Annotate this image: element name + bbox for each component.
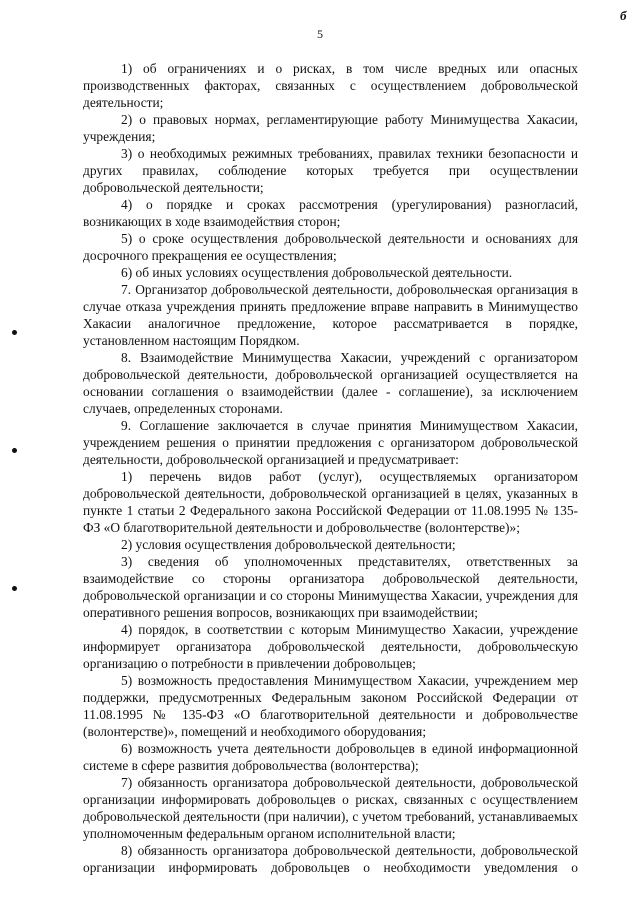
paragraph: 4) порядок, в соответствии с которым Минимущество Хакасии, учреждение информирует организатора добровольческой деятельности, добровольческую организацию о потребности в привлечении добровольцев; [83,622,578,671]
margin-dot [12,330,17,335]
paragraph: 7) обязанность организатора добровольческой деятельности, добровольческой организации информировать добровольцев о рисках, связанных с осуществлением добровольческой деятельности (при наличии), с учетом требований, устанавливаемых уполномоченным федеральным органом исполнительной власти; [83,775,578,841]
paragraph: 9. Соглашение заключается в случае принятия Минимуществом Хакасии, учреждением решения о принятии предложения с организатором добровольческой деятельности, добровольческой организацией и предусматривает: [83,418,578,467]
paragraph: 5) возможность предоставления Минимуществом Хакасии, учреждением мер поддержки, предусмотренных Федеральным законом Российской Федерации от 11.08.1995 № 135-ФЗ «О благотворительной деятельности и добровольчестве (волонтерстве)», помещений и необходимого оборудования; [83,673,578,739]
margin-dot [12,448,17,453]
page-number: 5 [317,27,323,41]
paragraph: 7. Организатор добровольческой деятельности, добровольческая организация в случае отказа учреждения принять предложение вправе направить в Минимущество Хакасии аналогичное предложение, которое рассматривается в порядке, установленном настоящим Порядком. [83,282,578,348]
paragraph: 5) о сроке осуществления добровольческой деятельности и основаниях для досрочного прекращения ее осуществления; [83,231,578,263]
corner-mark: б [620,8,627,23]
paragraph: 4) о порядке и сроках рассмотрения (урегулирования) разногласий, возникающих в ходе взаимодействия сторон; [83,197,578,229]
document-body [83,60,578,876]
paragraph: 1) перечень видов работ (услуг), осуществляемых организатором добровольческой деятельности, добровольческой организацией в целях, указанных в пункте 1 статьи 2 Федерального закона Российской Федерации от 11.08.1995 № 135-ФЗ «О благотворительной деятельности и добровольчестве (волонтерстве)»; [83,469,578,535]
paragraph: 1) об ограничениях и о рисках, в том числе вредных или опасных производственных факторах, связанных с осуществлением добровольческой деятельности; [83,61,578,110]
paragraph: 6) об иных условиях осуществления добровольческой деятельности. [121,265,513,280]
paragraph: 2) условия осуществления добровольческой деятельности; [121,537,456,552]
paragraph: 8) обязанность организатора добровольческой деятельности, добровольческой организации информировать добровольцев о необходимости уведомления о [83,843,578,875]
paragraph: 8. Взаимодействие Минимущества Хакасии, учреждений с организатором добровольческой деятельности, добровольческой организацией осуществляется на основании соглашения о взаимодействии (далее - соглашение), за исключением случаев, определенных сторонами. [83,350,578,416]
paragraph: 3) сведения об уполномоченных представителях, ответственных за взаимодействие со стороны организатора добровольческой деятельности, добровольческой организации и со стороны Минимущества Хакасии, учреждения для оперативного решения вопросов, возникающих при взаимодействии; [83,554,578,620]
paragraph: 3) о необходимых режимных требованиях, правилах техники безопасности и других правилах, соблюдение которых требуется при осуществлении добровольческой деятельности; [83,146,578,195]
paragraph: 2) о правовых нормах, регламентирующие работу Минимущества Хакасии, учреждения; [83,112,578,144]
paragraph: 6) возможность учета деятельности добровольцев в единой информационной системе в сфере развития добровольчества (волонтерства); [83,741,578,773]
margin-dot [12,586,17,591]
